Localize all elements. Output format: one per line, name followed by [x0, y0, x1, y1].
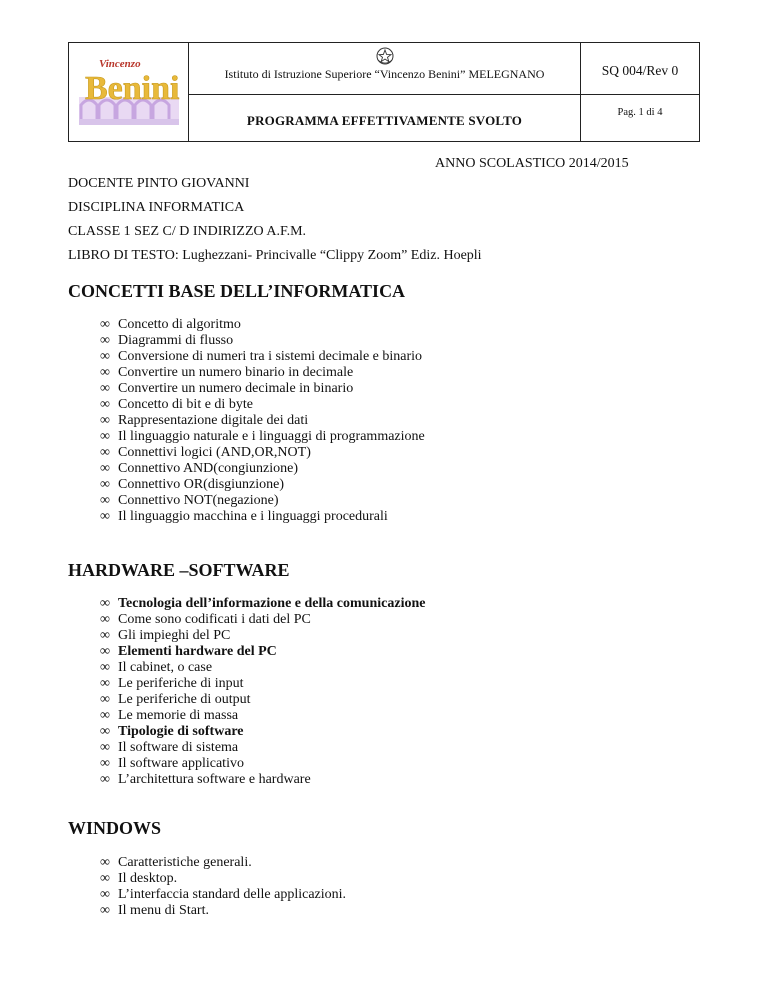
infinity-bullet-icon: ∞ — [100, 596, 110, 611]
school-logo — [75, 53, 183, 131]
infinity-bullet-icon: ∞ — [100, 612, 110, 627]
infinity-bullet-icon: ∞ — [100, 333, 110, 348]
republic-emblem-icon — [375, 46, 395, 66]
section-title-hardware-software: HARDWARE –SOFTWARE — [68, 560, 290, 580]
section-title-concetti: CONCETTI BASE DELL’INFORMATICA — [68, 281, 406, 301]
logo-script: Vincenzo — [99, 58, 141, 70]
program-title-cell — [189, 95, 581, 141]
school-year: ANNO SCOLASTICO 2014/2015 — [435, 156, 629, 171]
infinity-bullet-icon: ∞ — [100, 772, 110, 787]
section-title-windows: WINDOWS — [68, 818, 162, 838]
infinity-bullet-icon: ∞ — [100, 628, 110, 643]
infinity-bullet-icon: ∞ — [100, 381, 110, 396]
program-title: PROGRAMMA EFFETTIVAMENTE SVOLTO — [246, 113, 523, 128]
infinity-bullet-icon: ∞ — [100, 317, 110, 332]
infinity-bullet-icon: ∞ — [100, 397, 110, 412]
infinity-bullet-icon: ∞ — [100, 429, 110, 444]
infinity-bullet-icon: ∞ — [100, 461, 110, 476]
infinity-bullet-icon: ∞ — [100, 445, 110, 460]
institute-name: Istituto di Istruzione Superiore “Vincenzo Benini” MELEGNANO — [224, 67, 545, 81]
infinity-bullet-icon: ∞ — [100, 855, 110, 870]
infinity-bullet-icon: ∞ — [100, 724, 110, 739]
infinity-bullet-icon: ∞ — [100, 493, 110, 508]
page-number-cell — [581, 95, 699, 141]
infinity-bullet-icon: ∞ — [100, 676, 110, 691]
infinity-bullet-icon: ∞ — [100, 692, 110, 707]
infinity-bullet-icon: ∞ — [100, 708, 110, 723]
infinity-bullet-icon: ∞ — [100, 871, 110, 886]
infinity-bullet-icon: ∞ — [100, 509, 110, 524]
doc-code: SQ 004/Rev 0 — [601, 63, 679, 78]
infinity-bullet-icon: ∞ — [100, 740, 110, 755]
infinity-bullet-icon: ∞ — [100, 349, 110, 364]
school-logo-cell — [69, 43, 189, 141]
page-number: Pag. 1 di 4 — [617, 107, 663, 118]
infinity-bullet-icon: ∞ — [100, 477, 110, 492]
document-header — [68, 42, 700, 142]
infinity-bullet-icon: ∞ — [100, 887, 110, 902]
institute-cell — [189, 43, 581, 95]
infinity-bullet-icon: ∞ — [100, 365, 110, 380]
infinity-bullet-icon: ∞ — [100, 413, 110, 428]
class-info: CLASSE 1 SEZ C/ D INDIRIZZO A.F.M. — [68, 224, 307, 239]
discipline: DISCIPLINA INFORMATICA — [68, 200, 245, 215]
doc-code-cell — [581, 43, 699, 95]
infinity-bullet-icon: ∞ — [100, 903, 110, 918]
infinity-bullet-icon: ∞ — [100, 644, 110, 659]
infinity-bullet-icon: ∞ — [100, 660, 110, 675]
logo-name: Benini — [85, 70, 180, 107]
textbook: LIBRO DI TESTO: Lughezzani- Princivalle “Clippy Zoom” Ediz. Hoepli — [68, 248, 482, 263]
teacher: DOCENTE PINTO GIOVANNI — [68, 176, 250, 191]
infinity-bullet-icon: ∞ — [100, 756, 110, 771]
